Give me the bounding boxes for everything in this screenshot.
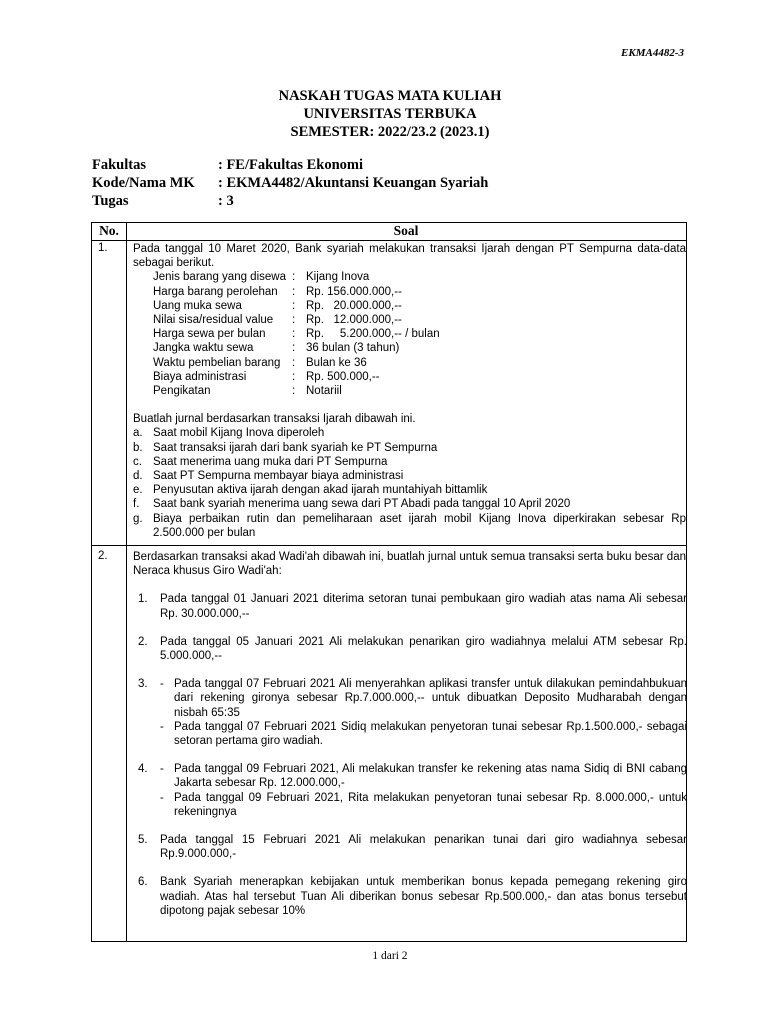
list-item [138, 677, 687, 748]
task-text: Biaya perbaikan rutin dan pemeliharaan aset ijarah mobil Kijang Inova diperkirakan sebesar Rp 2.500.000 per bulan [153, 512, 686, 539]
item-colon: : [292, 342, 296, 355]
item-colon: : [292, 328, 296, 341]
task-marker: g. [133, 512, 143, 525]
list-item [138, 833, 687, 861]
question-table [91, 222, 687, 942]
item-label: Biaya administrasi [153, 370, 247, 383]
header-no: No. [99, 223, 119, 238]
page-code: EKMA4482-3 [621, 47, 684, 59]
sub-item [160, 677, 687, 720]
task-list [133, 426, 686, 540]
list-item [153, 285, 686, 299]
list-item [153, 313, 686, 327]
item-colon: : [292, 314, 296, 327]
task-text: Saat PT Sempurna membayar biaya administrasi [153, 470, 404, 483]
transaction-number: 2. [138, 635, 148, 648]
title-line: UNIVERSITAS TERBUKA [303, 106, 477, 122]
list-item [133, 469, 686, 483]
item-label: Harga sewa per bulan [153, 328, 266, 341]
item-value: Rp. 5.200.000,-- / bulan [306, 328, 440, 341]
document-title [0, 87, 768, 141]
transaction-number: 3. [138, 678, 148, 691]
task-marker: d. [133, 470, 143, 483]
meta-row-tugas [92, 192, 488, 210]
task-text: Saat mobil Kijang Inova diperoleh [153, 427, 325, 440]
list-item [133, 512, 686, 540]
sub-item [160, 762, 687, 790]
title-line: SEMESTER: 2022/23.2 (2023.1) [290, 124, 490, 140]
meta-label: Tugas [92, 193, 129, 209]
question-2 [133, 550, 686, 932]
sub-text: Pada tanggal 09 Februari 2021, Rita melakukan penyetoran tunai sebesar Rp. 8.000.000,- untuk rekeningnya [174, 791, 687, 818]
transaction-number: 4. [138, 763, 148, 776]
item-colon: : [292, 385, 296, 398]
item-label: Nilai sisa/residual value [153, 314, 274, 327]
dash: - [160, 678, 164, 691]
task-marker: c. [133, 455, 142, 468]
meta-row-kode [92, 174, 488, 192]
sub-text: Pada tanggal 07 Februari 2021 Sidiq melakukan penyetoran tunai sebesar Rp.1.500.000,- sebagai setoran pertama giro wadiah. [174, 720, 687, 748]
item-value: Rp. 156.000.000,-- [306, 285, 402, 298]
list-item [153, 270, 686, 284]
list-item [138, 592, 687, 620]
transaction-text: Bank Syariah menerapkan kebijakan untuk memberikan bonus kepada pemegang rekening giro wadiah. Atas hal tersebut Tuan Ali diberikan bonus sebesar Rp.500.000,- dan atas bonus tersebut dipotong pajak sebesar 10% [160, 876, 687, 917]
sub-item [160, 791, 687, 819]
meta-value: : 3 [218, 193, 234, 209]
task-text: Saat menerima uang muka dari PT Sempurna [153, 455, 388, 468]
task-text: Saat transaksi ijarah dari bank syariah ke PT Sempurna [153, 441, 438, 454]
transaction-list [138, 592, 687, 918]
item-value: Rp. 20.000.000,-- [306, 299, 402, 312]
item-colon: : [292, 299, 296, 312]
column-divider [126, 223, 127, 941]
list-item [153, 356, 686, 370]
list-item [153, 370, 686, 384]
meta-value: : FE/Fakultas Ekonomi [218, 157, 364, 173]
task-marker: f. [133, 498, 140, 511]
question-2-number: 2. [98, 550, 108, 562]
item-colon: : [292, 370, 296, 383]
item-label: Jenis barang yang disewa [153, 271, 286, 284]
header-soal: Soal [393, 223, 419, 238]
transaction-number: 1. [138, 593, 148, 606]
transaction-text: Pada tanggal 05 Januari 2021 Ali melakukan penarikan giro wadiahnya melalui ATM sebesar Rp. 5.000.000,-- [160, 635, 687, 663]
question-1-intro: Pada tanggal 10 Maret 2020, Bank syariah melakukan transaksi Ijarah dengan PT Sempurna data-data sebagai berikut. [133, 243, 686, 270]
list-item [138, 635, 687, 663]
meta-label: Fakultas [92, 157, 146, 173]
list-item [133, 426, 686, 440]
meta-row-fakultas [92, 156, 488, 174]
list-item [133, 483, 686, 497]
page-number: 1 dari 2 [372, 950, 408, 962]
item-label: Pengikatan [153, 385, 211, 398]
transaction-number: 6. [138, 876, 148, 889]
list-item [153, 341, 686, 355]
item-label: Harga barang perolehan [153, 285, 278, 298]
list-item [138, 875, 687, 918]
item-value: Notariil [306, 385, 342, 398]
list-item [153, 327, 686, 341]
meta-value: : EKMA4482/Akuntansi Keuangan Syariah [218, 175, 489, 191]
transaction-number: 5. [138, 834, 148, 847]
sub-text: Pada tanggal 09 Februari 2021, Ali melakukan transfer ke rekening atas nama Sidiq di BNI cabang Jakarta sebesar Rp. 12.000.000,- [174, 763, 687, 790]
question-1-instruction: Buatlah jurnal berdasarkan transaksi Ijarah dibawah ini. [133, 413, 416, 426]
item-value: Rp. 12.000.000,-- [306, 314, 402, 327]
transaction-text: Pada tanggal 01 Januari 2021 diterima setoran tunai pembukaan giro wadiah atas nama Ali sebesar Rp. 30.000.000,-- [160, 593, 687, 620]
task-marker: a. [133, 427, 143, 440]
row-divider [92, 545, 686, 546]
list-item [153, 299, 686, 313]
item-colon: : [292, 285, 296, 298]
dash: - [160, 763, 164, 776]
task-marker: e. [133, 484, 143, 497]
task-marker: b. [133, 441, 143, 454]
item-label: Waktu pembelian barang [153, 356, 281, 369]
task-text: Penyusutan aktiva ijarah dengan akad ijarah muntahiyah bittamlik [153, 484, 488, 497]
item-value: Bulan ke 36 [306, 356, 367, 369]
question-1-number: 1. [98, 242, 108, 254]
item-label: Uang muka sewa [153, 299, 242, 312]
item-colon: : [292, 356, 296, 369]
list-item [133, 441, 686, 455]
list-item [133, 497, 686, 511]
question-2-intro: Berdasarkan transaksi akad Wadi'ah dibawah ini, buatlah jurnal untuk semua transaksi serta buku besar dan Neraca khusus Giro Wadi'ah: [133, 551, 686, 578]
dash: - [160, 791, 164, 804]
meta-label: Kode/Nama MK [92, 175, 195, 191]
ijarah-data-list [153, 270, 686, 398]
question-1 [133, 242, 686, 540]
item-value: Kijang Inova [306, 271, 370, 284]
item-label: Jangka waktu sewa [153, 342, 254, 355]
list-item [138, 762, 687, 819]
item-value: 36 bulan (3 tahun) [306, 342, 400, 355]
list-item [133, 455, 686, 469]
sub-text: Pada tanggal 07 Februari 2021 Ali menyerahkan aplikasi transfer untuk dilakukan pemindahbukuan dari rekening gironya sebesar Rp.7.000.000,-- untuk dibuatkan Deposito Mudharabah dengan nisbah 65:35 [174, 678, 687, 719]
sub-item [160, 720, 687, 748]
course-info [92, 156, 488, 210]
task-text: Saat bank syariah menerima uang sewa dari PT Abadi pada tanggal 10 April 2020 [153, 498, 571, 511]
title-line: NASKAH TUGAS MATA KULIAH [278, 88, 502, 104]
list-item [153, 384, 686, 398]
table-header [92, 223, 686, 241]
transaction-text: Pada tanggal 15 Februari 2021 Ali melakukan penarikan tunai dari giro wadiahnya sebesar Rp.9.000.000,- [160, 834, 687, 861]
dash: - [160, 720, 164, 733]
item-colon: : [292, 271, 296, 284]
item-value: Rp. 500.000,-- [306, 370, 380, 383]
